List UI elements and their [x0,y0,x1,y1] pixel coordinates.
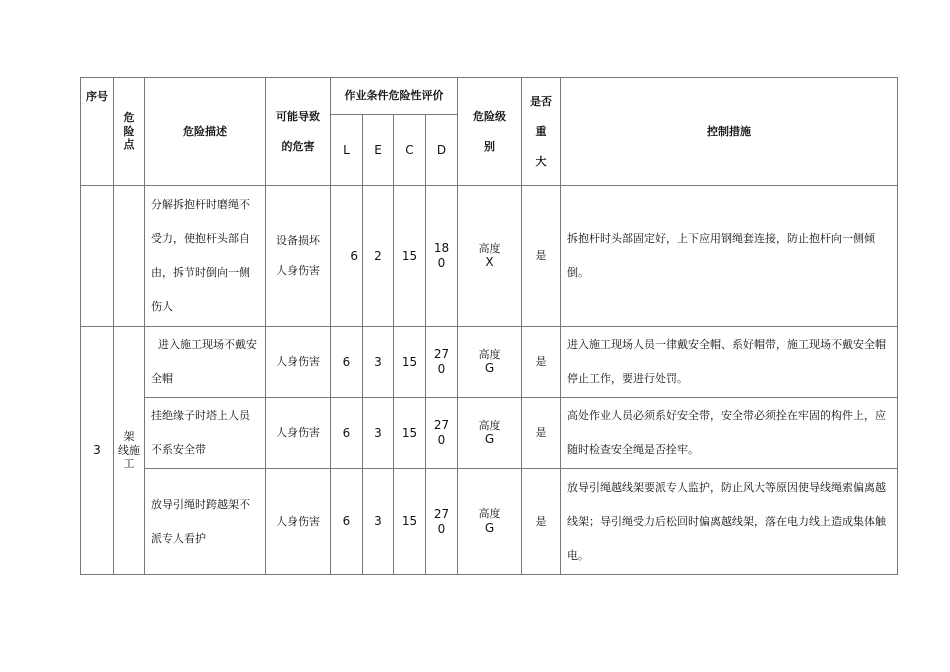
value-C: 15 [394,469,426,575]
value-L: 6 [331,398,363,469]
table-row [81,398,898,469]
header-possible-harm: 可能导致 的危害 [266,78,331,186]
control-measures: 拆抱杆时头部固定好，上下应用钢绳套连接，防止抱杆向一侧倾倒。 [561,186,898,327]
header-hazard-point: 危 险 点 [114,78,145,186]
value-D: 27 0 [426,327,458,398]
control-measures: 高处作业人员必须系好安全带，安全带必须拴在牢固的构件上，应随时检查安全绳是否拴牢。 [561,398,898,469]
value-E: 3 [363,327,394,398]
risk-level: 高度 G [458,327,522,398]
header-E: E [363,115,394,186]
value-E: 3 [363,469,394,575]
header-risk-level: 危险级 别 [458,78,522,186]
value-L: 6 [331,469,363,575]
seq-number: 3 [81,327,114,575]
is-major: 是 [522,398,561,469]
control-measures: 进入施工现场人员一律戴安全帽、系好帽带，施工现场不戴安全帽停止工作，要进行处罚。 [561,327,898,398]
value-D: 27 0 [426,469,458,575]
seq-cell-empty [81,186,114,327]
header-seq: 序号 [81,78,114,186]
hazard-description: 挂绝缘子时塔上人员不系安全带 [145,398,266,469]
risk-level: 高度 X [458,186,522,327]
point-cell-empty [114,186,145,327]
table-row [81,469,898,575]
header-evaluation: 作业条件危险性评价 [331,78,458,115]
hazard-point: 架 线施 工 [114,327,145,575]
header-is-major: 是否 重 大 [522,78,561,186]
table-row [81,327,898,398]
header-D: D [426,115,458,186]
value-L: 6 [331,327,363,398]
is-major: 是 [522,186,561,327]
header-L: L [331,115,363,186]
risk-level: 高度 G [458,469,522,575]
risk-assessment-table [80,77,898,575]
header-control-measures: 控制措施 [561,78,898,186]
risk-level: 高度 G [458,398,522,469]
hazard-description: 放导引绳时跨越架不派专人看护 [145,469,266,575]
possible-harm: 设备损坏 人身伤害 [266,186,331,327]
value-L: 6 [331,186,363,327]
is-major: 是 [522,469,561,575]
possible-harm: 人身伤害 [266,469,331,575]
control-measures: 放导引绳越线架要派专人监护，防止风大等原因使导线绳索偏离越线架；导引绳受力后松回时偏离越线架，落在电力线上造成集体触电。 [561,469,898,575]
value-D: 27 0 [426,398,458,469]
header-row-top [81,78,898,115]
header-hazard-description: 危险描述 [145,78,266,186]
is-major: 是 [522,327,561,398]
hazard-description: 进入施工现场不戴安全帽 [145,327,266,398]
header-C: C [394,115,426,186]
value-C: 15 [394,398,426,469]
possible-harm: 人身伤害 [266,398,331,469]
value-C: 15 [394,327,426,398]
table-row [81,186,898,327]
value-E: 3 [363,398,394,469]
value-D: 18 0 [426,186,458,327]
value-C: 15 [394,186,426,327]
possible-harm: 人身伤害 [266,327,331,398]
value-E: 2 [363,186,394,327]
hazard-description: 分解拆抱杆时磨绳不受力，使抱杆头部自由，拆节时倒向一侧伤人 [145,186,266,327]
